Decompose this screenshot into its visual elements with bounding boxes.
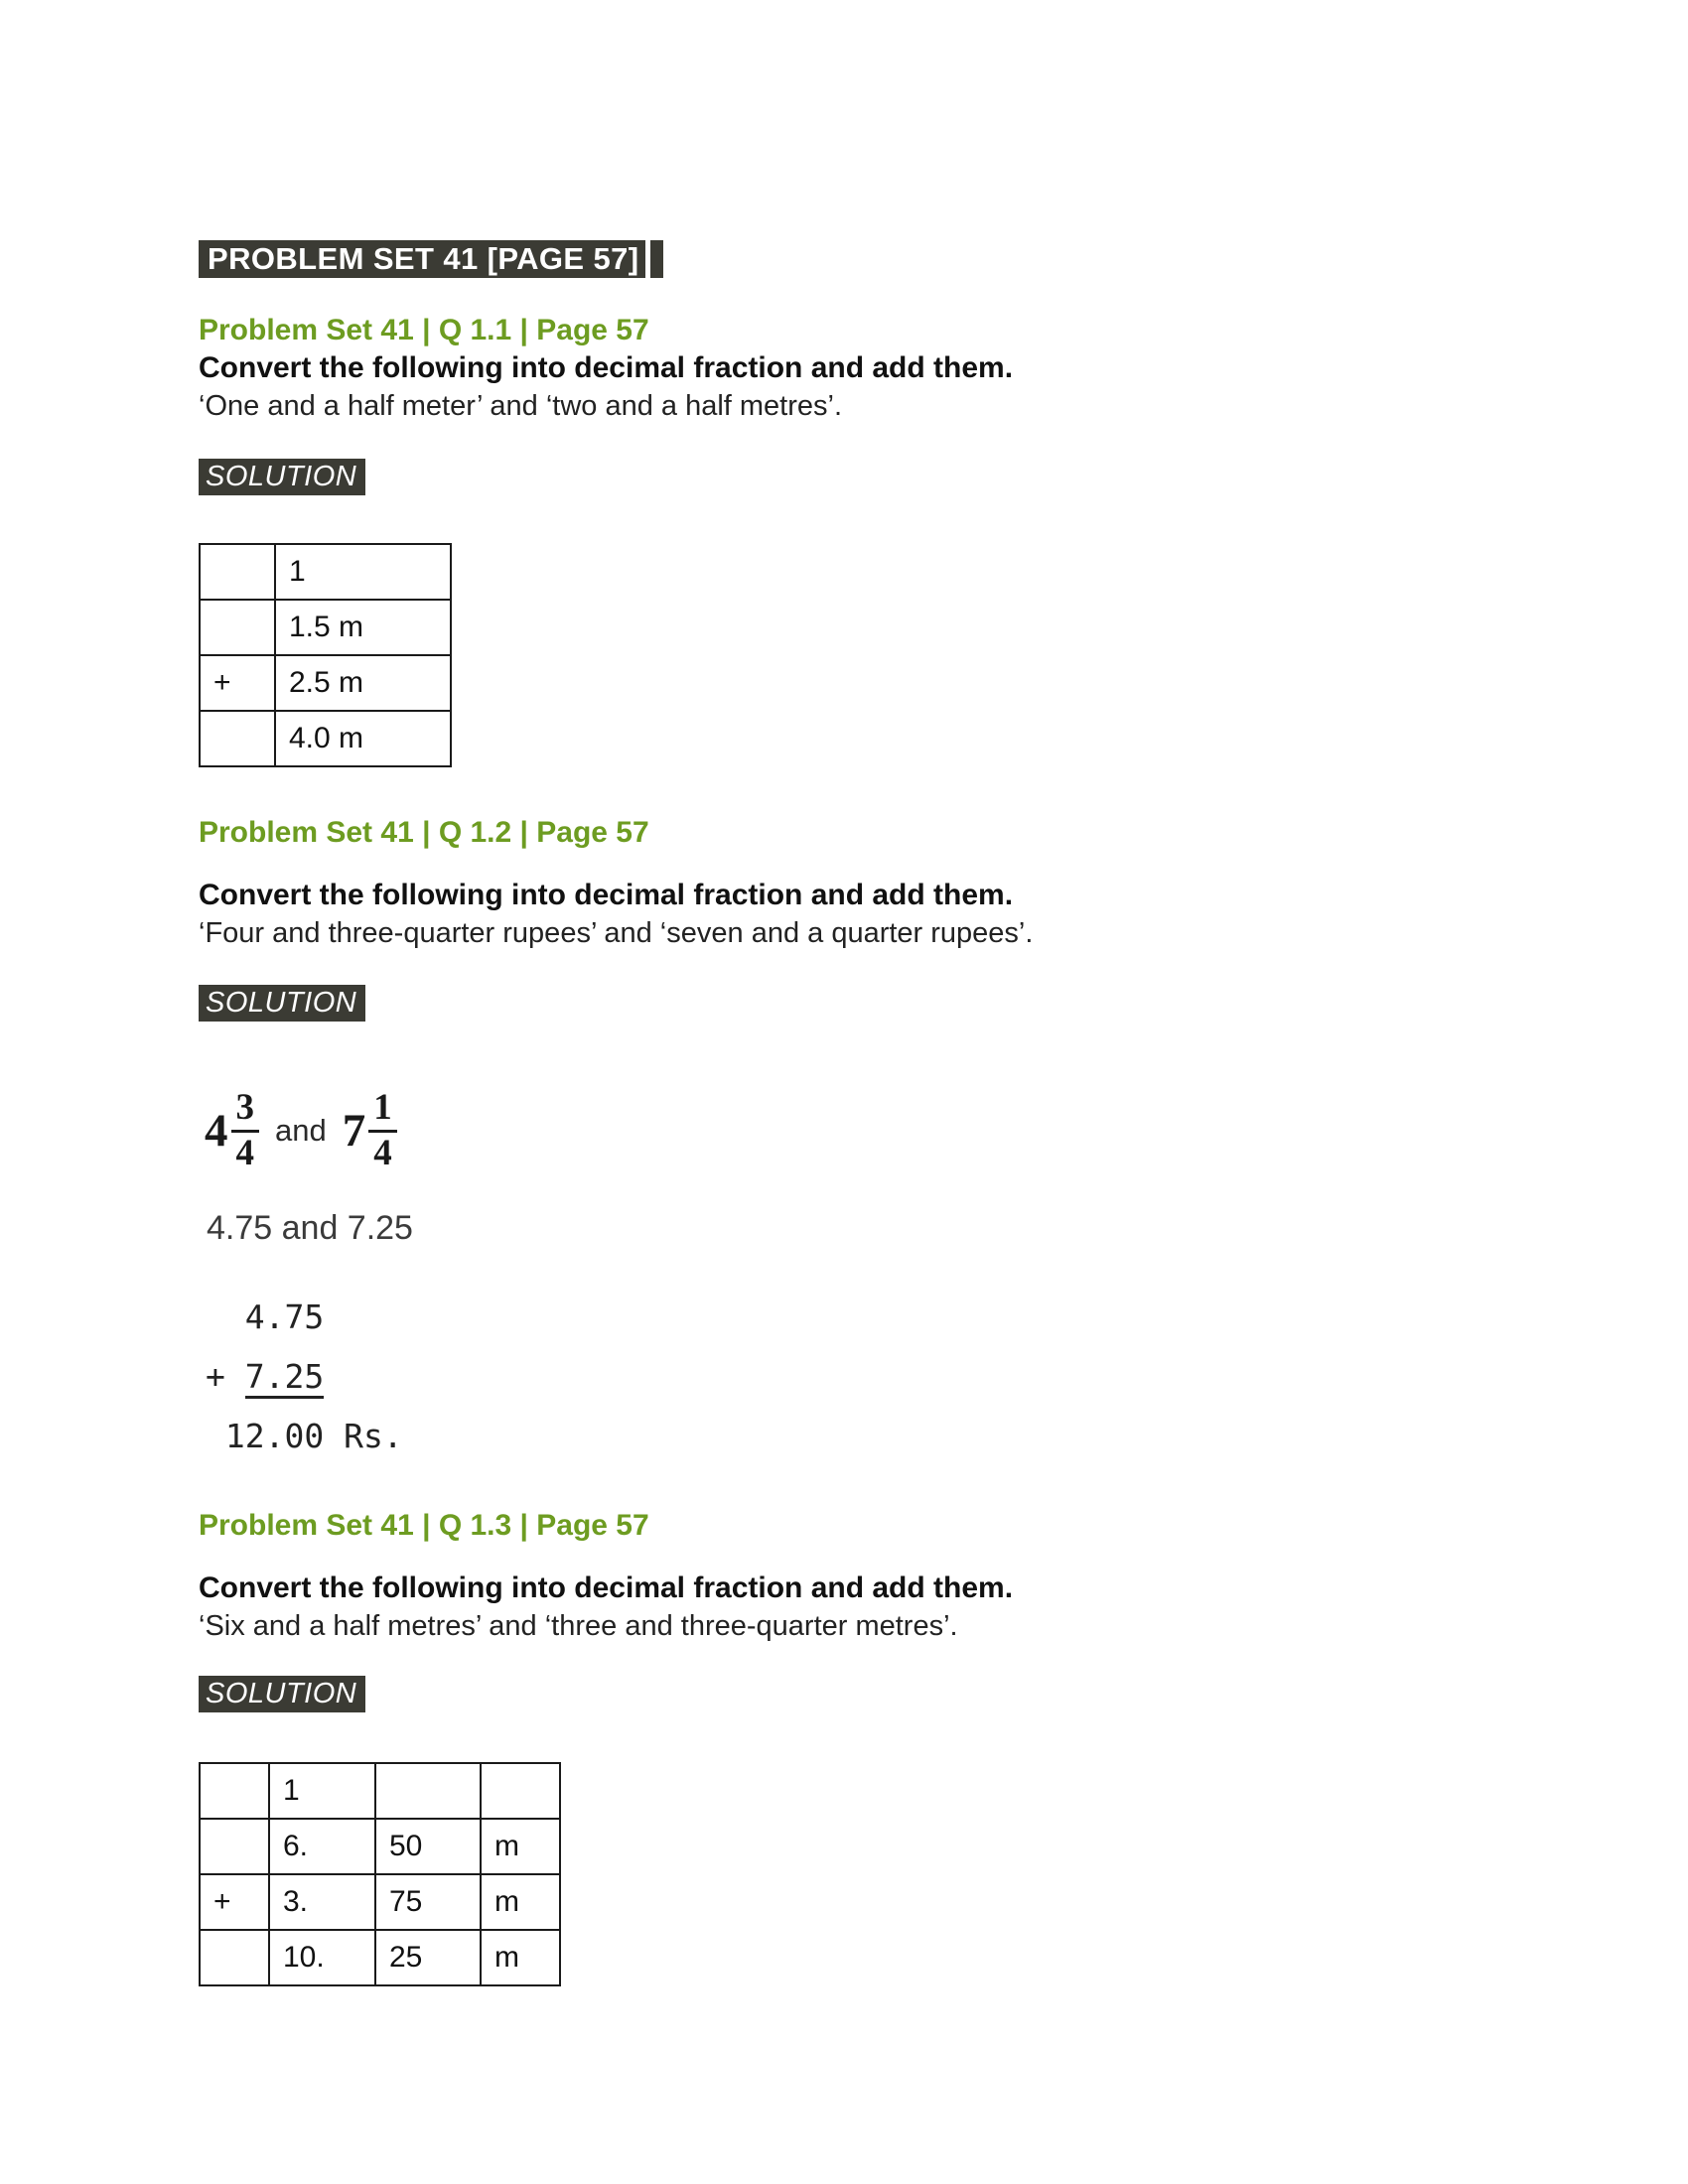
conjunction-text: and <box>275 1113 327 1148</box>
table-cell-unit: m <box>481 1930 560 1985</box>
table-cell-sum: 4.0 m <box>275 711 451 766</box>
question-link-q1-3[interactable]: Problem Set 41 | Q 1.3 | Page 57 <box>199 1509 649 1542</box>
work-line-2-addend: 7.25 <box>245 1357 324 1399</box>
table-cell: 6. <box>269 1819 375 1874</box>
fraction <box>231 1086 260 1173</box>
table-cell: 50 <box>375 1819 481 1874</box>
solution-label: SOLUTION <box>199 985 365 1022</box>
table-cell-sum: 25 <box>375 1930 481 1985</box>
mixed-number <box>205 1086 259 1173</box>
table-row <box>200 655 451 711</box>
page-title: PROBLEM SET 41 [PAGE 57] <box>199 240 663 278</box>
table-cell-sum: 10. <box>269 1930 375 1985</box>
question-detail: ‘Four and three-quarter rupees’ and ‘seven and a quarter rupees’. <box>199 917 1034 949</box>
table-cell <box>200 1819 269 1874</box>
table-cell-unit: m <box>481 1819 560 1874</box>
table-cell: 3. <box>269 1874 375 1930</box>
table-row <box>200 544 451 600</box>
whole-number: 4 <box>205 1104 228 1157</box>
decimal-conversion-text: 4.75 and 7.25 <box>207 1209 413 1247</box>
question-link-q1-1[interactable]: Problem Set 41 | Q 1.1 | Page 57 <box>199 314 649 346</box>
whole-number: 7 <box>342 1104 366 1157</box>
table-cell: 2.5 m <box>275 655 451 711</box>
column-addition-work <box>206 1288 1688 1466</box>
table-cell-plus-sign: + <box>200 655 275 711</box>
table-cell-carry: 1 <box>269 1763 375 1819</box>
question-prompt: Convert the following into decimal fraction and add them. <box>199 1571 1014 1604</box>
question-prompt: Convert the following into decimal fraction and add them. <box>199 879 1014 911</box>
numerator: 3 <box>235 1086 254 1128</box>
table-cell-plus-sign: + <box>200 1874 269 1930</box>
table-cell <box>200 711 275 766</box>
table-cell: 75 <box>375 1874 481 1930</box>
denominator: 4 <box>231 1130 260 1173</box>
addition-table-q1-3 <box>199 1762 561 1986</box>
table-row <box>200 711 451 766</box>
table-cell-carry: 1 <box>275 544 451 600</box>
table-cell-unit: m <box>481 1874 560 1930</box>
work-line-2-prefix: + <box>206 1357 245 1396</box>
solution-label: SOLUTION <box>199 459 365 495</box>
table-cell <box>200 600 275 655</box>
numerator: 1 <box>373 1086 392 1128</box>
work-line-1: 4.75 <box>206 1297 325 1336</box>
table-cell <box>200 1763 269 1819</box>
table-row <box>200 600 451 655</box>
work-line-3-sum: 12.00 Rs. <box>206 1417 403 1455</box>
denominator: 4 <box>368 1130 397 1173</box>
mixed-number <box>342 1086 397 1173</box>
table-cell <box>481 1763 560 1819</box>
addition-table-q1-1 <box>199 543 452 767</box>
question-prompt: Convert the following into decimal fraction and add them. <box>199 351 1014 384</box>
question-detail: ‘Six and a half metres’ and ‘three and three-quarter metres’. <box>199 1610 958 1642</box>
solution-label: SOLUTION <box>199 1676 365 1712</box>
question-detail: ‘One and a half meter’ and ‘two and a half metres’. <box>199 390 843 422</box>
table-row <box>200 1874 560 1930</box>
table-row <box>200 1763 560 1819</box>
table-cell <box>200 544 275 600</box>
table-cell: 1.5 m <box>275 600 451 655</box>
question-link-q1-2[interactable]: Problem Set 41 | Q 1.2 | Page 57 <box>199 816 649 849</box>
fraction <box>368 1086 397 1173</box>
table-row <box>200 1819 560 1874</box>
table-cell <box>200 1930 269 1985</box>
table-cell <box>375 1763 481 1819</box>
table-row <box>200 1930 560 1985</box>
mixed-fraction-expression <box>205 1081 1688 1180</box>
